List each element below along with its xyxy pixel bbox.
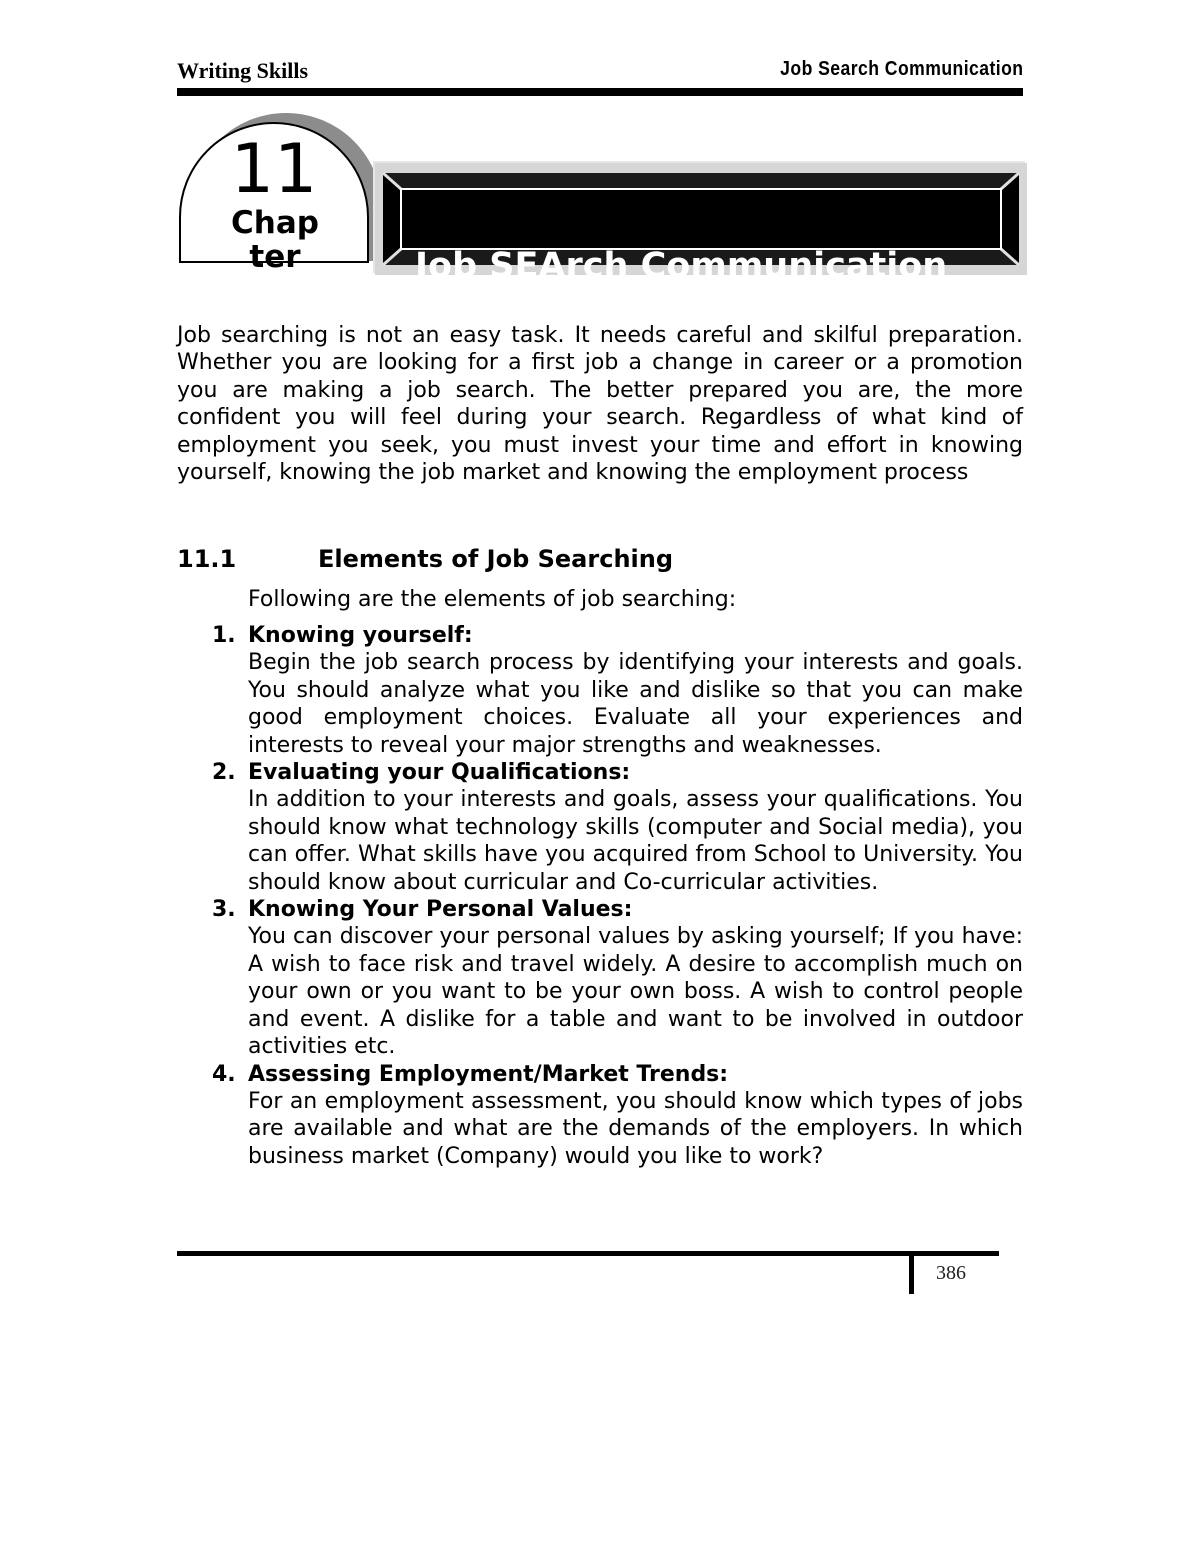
list-item-number: 3. <box>212 897 236 923</box>
section-number: 11.1 <box>177 545 237 573</box>
chapter-number: 11 <box>230 130 318 209</box>
list-item-heading: Evaluating your Qualifications: <box>248 760 631 786</box>
list-item-body: In addition to your interests and goals, assess your qualifications. You should know what technology skills (computer and Social media), you can offer. What skills have you acquired from School to University. You should know about curricular and Co-curricular activities. <box>248 787 1023 895</box>
list-item-body: Begin the job search process by identifying your interests and goals. You should analyze what you like and dislike so that you can make good employment choices. Evaluate all your experiences and interests to reveal your major strengths and weaknesses. <box>248 650 1023 758</box>
list-item-body: You can discover your personal values by asking yourself; If you have: A wish to face risk and travel widely. A desire to accomplish much on your own or you want to be your own boss. A wish to control people and event. A dislike for a table and want to be involved in outdoor activities etc. <box>248 924 1023 1060</box>
page-number: 386 <box>936 1262 966 1284</box>
chapter-title-banner <box>373 161 1025 286</box>
list-item-heading: Knowing Your Personal Values: <box>248 897 633 923</box>
list-item-body: For an employment assessment, you should know which types of jobs are available and what are the demands of the employers. In which business market (Company) would you like to work? <box>248 1088 1023 1169</box>
section-title: Elements of Job Searching <box>318 545 674 573</box>
list-item-number: 4. <box>212 1061 236 1087</box>
list-item-heading: Assessing Employment/Market Trends: <box>248 1061 729 1087</box>
chapter-title <box>415 220 995 286</box>
header-rule <box>177 88 1023 96</box>
chapter-badge <box>179 122 369 275</box>
list-item <box>177 759 1023 896</box>
list-item <box>177 896 1023 1060</box>
section-intro: Following are the elements of job searching: <box>248 587 737 612</box>
intro-paragraph: Job searching is not an easy task. It needs careful and skilful preparation. Whether you are looking for a first job a change in career or a promotion you are making a job search. The better prepared you are, the more confident you will feel during your search. Regardless of what kind of employment you seek, you must invest your time and effort in knowing yourself, knowing the job market and knowing the employment process <box>177 323 1023 486</box>
running-header-book-title: Writing Skills <box>177 58 309 83</box>
list-item-number: 1. <box>212 623 236 648</box>
list-item-number: 2. <box>212 760 236 786</box>
chapter-label: Chapter <box>231 205 319 275</box>
elements-list <box>177 622 1023 1170</box>
running-header-chapter-title: Job Search Communication <box>779 58 1023 80</box>
list-item <box>177 622 1023 759</box>
footer-rule <box>177 1251 999 1256</box>
chapter-title-text: Job SEArch Communication <box>415 246 948 286</box>
list-item-heading: Knowing yourself: <box>248 623 473 648</box>
list-item <box>177 1061 1023 1171</box>
footer-tick <box>909 1256 914 1294</box>
